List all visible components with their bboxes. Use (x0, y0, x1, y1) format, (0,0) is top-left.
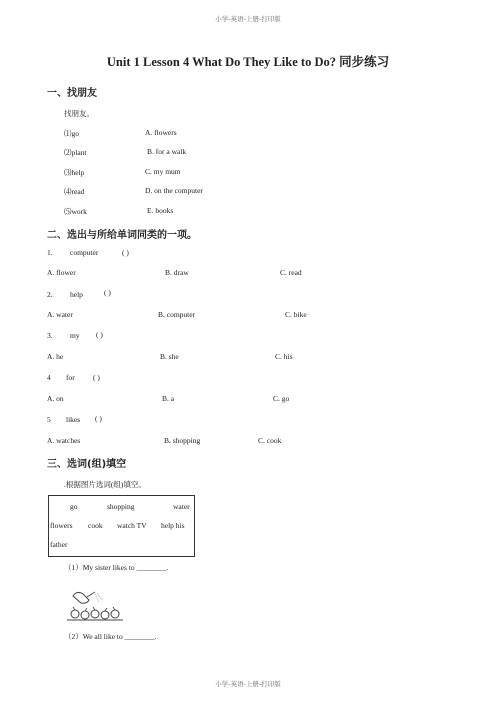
section2-heading: 二、选出与所给单词同类的一项。 (47, 230, 197, 241)
option-b: B. computer (158, 310, 196, 319)
watering-flowers-picture (63, 586, 125, 622)
option-a: A. watches (47, 436, 81, 445)
section3-instruction: .根据图片选词(组)填空。 (64, 480, 146, 489)
word-bank-item: help his (161, 521, 185, 530)
word-bank-item: watch TV (117, 521, 147, 530)
section1-instruction: 找朋友。 (64, 109, 94, 118)
question-number: 4 (47, 373, 51, 382)
page-footer: 小学-英语-上册-打印版 (215, 680, 281, 688)
question-number: 3. (47, 331, 53, 340)
answer-paren: ( ) (96, 330, 103, 339)
answer-paren: ( ) (104, 288, 111, 297)
match-left-item: ⑴go (64, 129, 79, 138)
match-right-item: A. flowers (145, 128, 177, 137)
section1-heading: 一、找朋友 (47, 88, 97, 99)
option-c: C. go (273, 394, 290, 403)
option-a: A. on (47, 394, 64, 403)
option-a: A. flower (47, 268, 76, 277)
option-a: A. water (47, 310, 73, 319)
match-left-item: ⑵plant (64, 148, 87, 157)
match-left-item: ⑶help (64, 168, 85, 177)
option-c: C. cook (258, 436, 282, 445)
answer-paren: ( ) (95, 414, 102, 423)
match-left-item: ⑷read (64, 187, 85, 196)
fill-item-2: （2）We all like to ________. (64, 632, 157, 641)
word-bank-item: flowers (50, 521, 73, 530)
section3-heading: 三、选词(组)填空 (47, 459, 127, 470)
match-right-item: B. for a walk (147, 147, 187, 156)
question-word: likes (66, 415, 81, 424)
option-b: B. a (162, 394, 175, 403)
word-bank-item: cook (88, 521, 103, 530)
fill-item-1: （1）My sister likes to ________. (64, 563, 169, 572)
question-word: for (66, 373, 75, 382)
option-b: B. she (160, 352, 179, 361)
question-word: help (70, 290, 83, 299)
option-c: C. read (280, 268, 302, 277)
word-bank-item: go (70, 502, 78, 511)
answer-paren: ( ) (93, 373, 100, 382)
match-right-item: E. books (147, 206, 174, 215)
question-number: 1. (47, 248, 53, 257)
word-bank-item: shopping (107, 502, 135, 511)
option-c: C. his (275, 352, 293, 361)
question-number: 2. (47, 290, 53, 299)
match-left-item: ⑸work (64, 207, 87, 216)
option-c: C. bike (285, 310, 307, 319)
question-word: my (70, 331, 80, 340)
option-a: A. he (47, 352, 64, 361)
page-header: 小学-英语-上册-打印版 (215, 15, 281, 23)
word-bank-item: father (50, 540, 68, 549)
option-b: B. draw (165, 268, 189, 277)
word-bank-item: water (173, 502, 190, 511)
page-title: Unit 1 Lesson 4 What Do They Like to Do? 同步练习 (106, 55, 390, 69)
match-right-item: C. my mum (145, 167, 181, 176)
answer-paren: ( ) (122, 248, 129, 257)
option-b: B. shopping (164, 436, 201, 445)
match-right-item: D. on the computer (145, 186, 203, 195)
question-word: computer (70, 248, 99, 257)
question-number: 5 (47, 415, 51, 424)
